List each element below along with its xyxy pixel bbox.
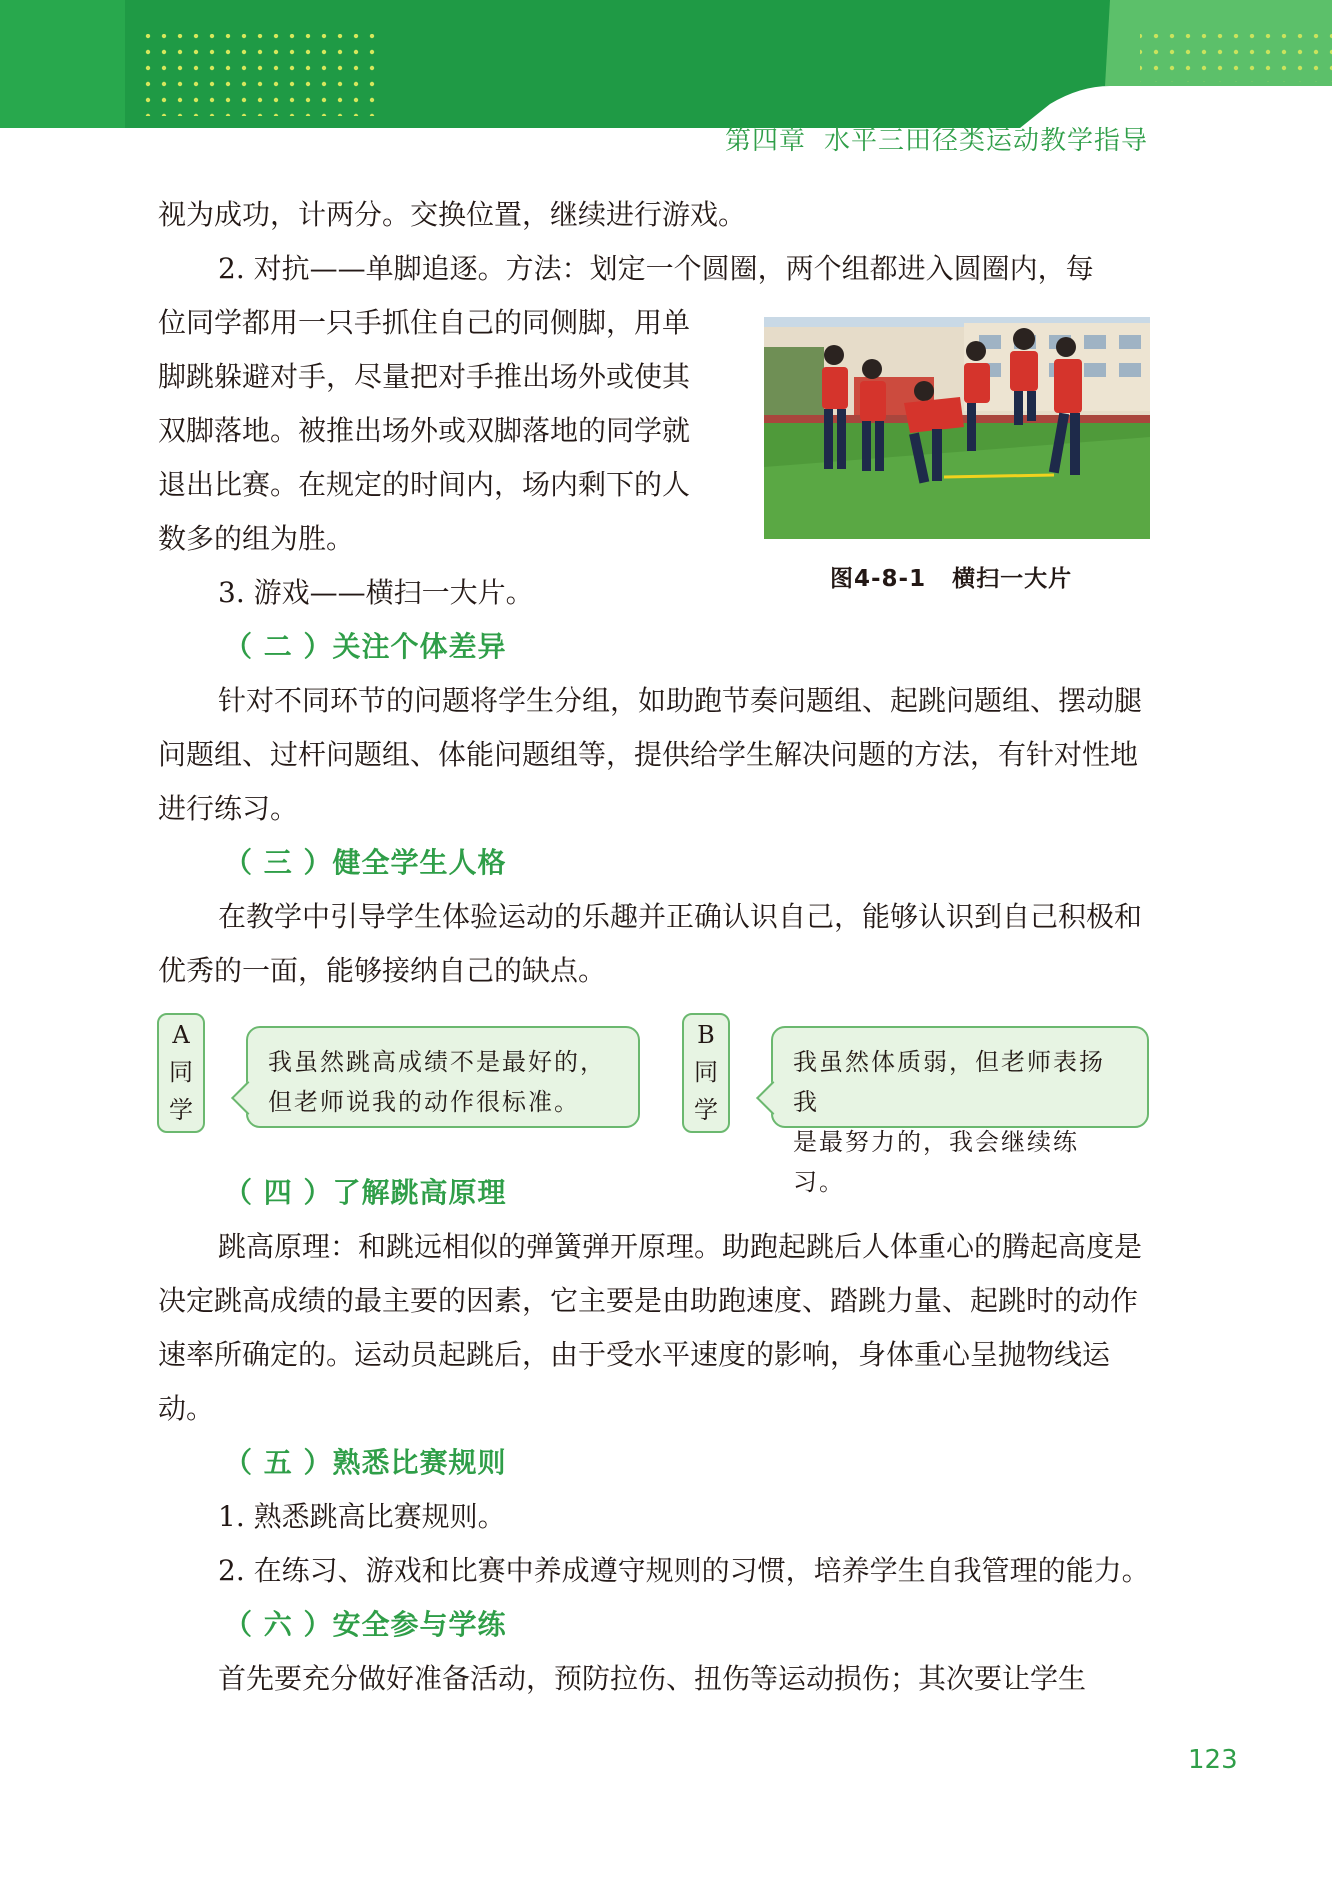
paragraph-5: 在教学中引导学生体验运动的乐趣并正确认识自己，能够认识到自己积极和优秀的一面，能够接纳自己的缺点。 (158, 900, 1143, 987)
paragraph-8: 2. 在练习、游戏和比赛中养成遵守规则的习惯，培养学生自我管理的能力。 (218, 1554, 1150, 1587)
student-b-label-1: B (697, 1020, 715, 1049)
student-a-label-1: A (172, 1020, 190, 1049)
photo-children-game (764, 317, 1150, 539)
speech-bubble-a (246, 1026, 640, 1128)
student-a-tag (157, 1013, 205, 1133)
wrap-line-4: 退出比赛。在规定的时间内，场内剩下的人 (158, 468, 691, 501)
student-a-label-2: 同 (169, 1057, 193, 1086)
bubble-b-line-1: 我虽然体质弱，但老师表扬我 (793, 1048, 1105, 1116)
page-number: 123 (1188, 1745, 1238, 1775)
top-banner (0, 0, 1332, 140)
paragraph-9: 首先要充分做好准备活动，预防拉伤、扭伤等运动损伤；其次要让学生 (218, 1662, 1087, 1695)
bubble-a-line-2: 但老师说我的动作很标准。 (268, 1088, 580, 1116)
student-b-label-3: 学 (694, 1096, 718, 1125)
paragraph-7: 1. 熟悉跳高比赛规则。 (218, 1500, 506, 1533)
figure-number: 图4-8-1 (830, 566, 927, 592)
student-b-tag (682, 1013, 730, 1133)
paragraph-2-first: 2. 对抗——单脚追逐。方法：划定一个圆圈，两个组都进入圆圈内，每 (218, 252, 1094, 285)
chapter-header (725, 120, 1148, 157)
wrap-line-3: 双脚落地。被推出场外或双脚落地的同学就 (158, 414, 691, 447)
section-heading-3: （ 三 ）健全学生人格 (224, 846, 507, 879)
section-heading-4: （ 四 ）了解跳高原理 (224, 1176, 507, 1209)
main-text (158, 188, 1158, 998)
wrap-line-1: 位同学都用一只手抓住自己的同侧脚，用单 (158, 306, 691, 339)
paragraph-3: 3. 游戏——横扫一大片。 (218, 576, 534, 609)
section-heading-5: （ 五 ）熟悉比赛规则 (224, 1446, 507, 1479)
bubble-a-line-1: 我虽然跳高成绩不是最好的， (268, 1048, 606, 1076)
chapter-number: 第四章 (724, 126, 806, 156)
main-text-lower (158, 1166, 1158, 1706)
speech-bubble-b (771, 1026, 1149, 1196)
wrap-line-2: 脚跳躲避对手，尽量把对手推出场外或使其 (158, 360, 691, 393)
section-heading-6: （ 六 ）安全参与学练 (224, 1608, 507, 1641)
wrap-line-5: 数多的组为胜。 (158, 522, 355, 555)
figure-caption (830, 560, 1072, 593)
bubble-b-line-2: 是最努力的，我会继续练习。 (793, 1128, 1079, 1196)
wrapped-text (158, 296, 738, 620)
student-a-label-3: 学 (169, 1096, 193, 1125)
paragraph-4: 针对不同环节的问题将学生分组，如助跑节奏问题组、起跳问题组、摆动腿问题组、过杆问题组、体能问题组等，提供给学生解决问题的方法，有针对性地进行练习。 (158, 684, 1143, 825)
section-heading-2: （ 二 ）关注个体差异 (224, 630, 507, 663)
student-b-label-2: 同 (694, 1057, 718, 1086)
chapter-title: 水平三田径类运动教学指导 (823, 126, 1148, 156)
paragraph-1: 视为成功，计两分。交换位置，继续进行游戏。 (158, 198, 747, 231)
paragraph-6: 跳高原理：和跳远相似的弹簧弹开原理。助跑起跳后人体重心的腾起高度是决定跳高成绩的最主要的因素，它主要是由助跑速度、踏跳力量、起跳时的动作速率所确定的。运动员起跳后，由于受水平速度的影响，身体重心呈抛物线运动。 (158, 1230, 1143, 1425)
figure-title: 横扫一大片 (952, 566, 1073, 592)
